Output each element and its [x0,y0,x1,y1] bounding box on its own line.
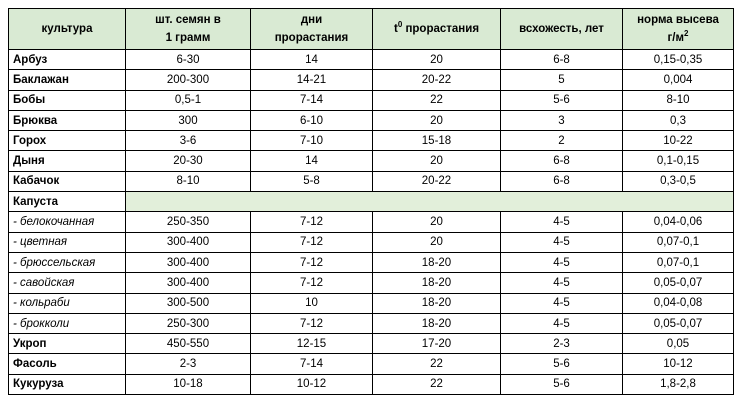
cell-days: 7-12 [251,232,373,252]
cell-seeds: 250-300 [126,313,251,333]
table-row [9,354,734,374]
cell-temp: 20 [373,151,501,171]
seed-table-container [8,8,734,395]
cell-seeds: 0,5-1 [126,90,251,110]
cell-days: 10 [251,293,373,313]
subtype-row [9,313,734,333]
cell-germ: 6-8 [501,151,623,171]
cell-seeds: 10-18 [126,374,251,394]
cell-culture-name: Арбуз [9,50,126,70]
cell-germ: 4-5 [501,212,623,232]
table-row [9,50,734,70]
cell-germ: 4-5 [501,232,623,252]
cell-days: 6-10 [251,110,373,130]
cell-temp: 20 [373,110,501,130]
cell-culture-name: - брокколи [9,313,126,333]
cell-seeds: 6-30 [126,50,251,70]
cell-seeds: 300-400 [126,252,251,272]
cell-days: 7-14 [251,90,373,110]
table-row [9,110,734,130]
header-seeds-per-gram: шт. семян в 1 грамм [126,9,251,50]
cell-days: 7-12 [251,313,373,333]
cell-germ: 4-5 [501,252,623,272]
cell-days: 14 [251,151,373,171]
group-fill-cell [126,192,734,212]
cell-seeds: 300-400 [126,232,251,252]
cell-germ: 2-3 [501,334,623,354]
cell-seeds: 300-500 [126,293,251,313]
cell-norm: 0,05-0,07 [623,273,734,293]
cell-germ: 5-6 [501,90,623,110]
cell-temp: 22 [373,90,501,110]
header-row [9,9,734,50]
cell-culture-name: Горох [9,131,126,151]
header-sowing-rate: норма высева $г/м^2$ [623,9,734,50]
cell-germ: 5-6 [501,374,623,394]
cell-days: 14 [251,50,373,70]
cell-days: 7-14 [251,354,373,374]
cell-culture-name: Брюква [9,110,126,130]
subtype-row [9,293,734,313]
cell-culture-name: Кукуруза [9,374,126,394]
seed-table [8,8,734,395]
cell-culture-name: - савойская [9,273,126,293]
cell-seeds: 3-6 [126,131,251,151]
subtype-row [9,212,734,232]
cell-seeds: 20-30 [126,151,251,171]
header-viability-years: всхожесть, лет [501,9,623,50]
header-culture: культура [9,9,126,50]
cell-norm: 8-10 [623,90,734,110]
cell-days: 14-21 [251,70,373,90]
cell-norm: 0,07-0,1 [623,252,734,272]
cell-temp: 20 [373,50,501,70]
header-germination-days: дни прорастания [251,9,373,50]
cell-days: 5-8 [251,171,373,191]
cell-norm: 0,07-0,1 [623,232,734,252]
cell-norm: 0,04-0,08 [623,293,734,313]
table-row [9,90,734,110]
cell-culture-name: - кольраби [9,293,126,313]
cell-norm: 10-22 [623,131,734,151]
cell-days: 7-10 [251,131,373,151]
cell-culture-name: Баклажан [9,70,126,90]
cell-days: 10-12 [251,374,373,394]
cell-germ: 5 [501,70,623,90]
cell-norm: 0,004 [623,70,734,90]
cell-seeds: 2-3 [126,354,251,374]
cell-seeds: 300 [126,110,251,130]
cell-seeds: 200-300 [126,70,251,90]
cell-germ: 2 [501,131,623,151]
subtype-row [9,273,734,293]
cell-days: 12-15 [251,334,373,354]
cell-temp: 18-20 [373,273,501,293]
cell-temp: 15-18 [373,131,501,151]
cell-norm: 0,05 [623,334,734,354]
table-row [9,131,734,151]
cell-culture-name: - цветная [9,232,126,252]
cell-culture-name: Фасоль [9,354,126,374]
cell-germ: 5-6 [501,354,623,374]
cell-norm: 0,15-0,35 [623,50,734,70]
cell-germ: 4-5 [501,293,623,313]
cell-seeds: 8-10 [126,171,251,191]
cell-culture-name: Бобы [9,90,126,110]
cell-temp: 20-22 [373,70,501,90]
cell-norm: 0,1-0,15 [623,151,734,171]
subtype-row [9,252,734,272]
subtype-row [9,232,734,252]
cell-germ: 4-5 [501,313,623,333]
cell-temp: 20 [373,212,501,232]
cell-norm: 10-12 [623,354,734,374]
cell-seeds: 450-550 [126,334,251,354]
cell-seeds: 250-350 [126,212,251,232]
table-row [9,70,734,90]
cell-germ: 3 [501,110,623,130]
cell-culture-name: Дыня [9,151,126,171]
cell-culture-name: Кабачок [9,171,126,191]
cell-days: 7-12 [251,212,373,232]
table-row [9,334,734,354]
cell-days: 7-12 [251,252,373,272]
cell-temp: 22 [373,374,501,394]
group-row [9,192,734,212]
table-body [9,50,734,395]
cell-seeds: 300-400 [126,273,251,293]
cell-norm: 0,3-0,5 [623,171,734,191]
cell-germ: 6-8 [501,50,623,70]
cell-germ: 4-5 [501,273,623,293]
cell-culture-name: Укроп [9,334,126,354]
table-row [9,171,734,191]
group-name: Капуста [9,192,126,212]
cell-temp: 20 [373,232,501,252]
cell-germ: 6-8 [501,171,623,191]
cell-temp: 20-22 [373,171,501,191]
cell-temp: 18-20 [373,293,501,313]
cell-norm: 0,05-0,07 [623,313,734,333]
cell-days: 7-12 [251,273,373,293]
cell-temp: 18-20 [373,252,501,272]
cell-temp: 17-20 [373,334,501,354]
cell-temp: 18-20 [373,313,501,333]
cell-culture-name: - брюссельская [9,252,126,272]
cell-culture-name: - белокочанная [9,212,126,232]
cell-norm: 0,3 [623,110,734,130]
cell-temp: 22 [373,354,501,374]
cell-norm: 1,8-2,8 [623,374,734,394]
cell-norm: 0,04-0,06 [623,212,734,232]
table-row [9,374,734,394]
table-row [9,151,734,171]
header-germination-temp: $t^0$ прорастания [373,9,501,50]
